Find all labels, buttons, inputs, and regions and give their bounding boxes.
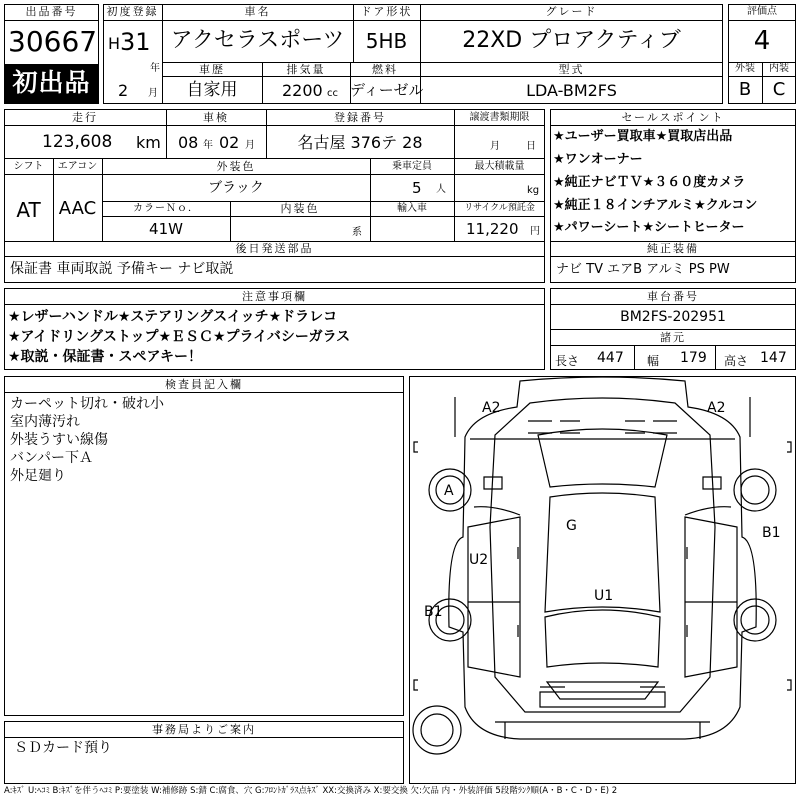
inspection-month-unit: 月 — [245, 140, 255, 151]
length-label: 長さ — [555, 354, 580, 368]
equipment-label: 純正装備 — [647, 242, 699, 255]
damage-mark-b1-right: B1 — [762, 525, 781, 541]
car-name-value: アクセラスポーツ — [170, 28, 345, 53]
height-label: 高さ — [724, 354, 749, 368]
inspection-year-unit: 年 — [203, 140, 213, 151]
selling-points-label: セールスポイント — [621, 111, 725, 124]
exterior-score-label: 外装 — [735, 63, 755, 74]
mileage-label: 走行 — [72, 111, 98, 124]
car-diagram — [409, 376, 796, 784]
color-no-value: 41W — [149, 220, 183, 238]
transfer-month-unit: 月 — [490, 141, 500, 152]
height-value: 147 — [760, 350, 787, 366]
registration-year-unit: 年 — [150, 63, 160, 74]
interior-color-label: 内装色 — [280, 202, 320, 215]
max-load-unit: kg — [527, 185, 540, 196]
interior-color-unit: 系 — [352, 227, 362, 238]
mileage-unit: km — [136, 133, 161, 152]
chassis-label: 車台番号 — [647, 290, 699, 303]
damage-mark-g: G — [566, 518, 577, 534]
model-label: 型式 — [558, 63, 585, 76]
recycle-unit: 円 — [530, 226, 540, 237]
inspector-line-5: 外足廻り — [10, 468, 66, 484]
damage-mark-b1-left: B1 — [424, 604, 443, 620]
interior-score-label: 内装 — [769, 63, 789, 74]
registration-year: 31 — [120, 28, 151, 56]
inspection-year: 08 — [178, 133, 199, 152]
history-value: 自家用 — [186, 80, 238, 100]
damage-mark-a: A — [444, 483, 454, 499]
length-value: 447 — [597, 350, 624, 366]
width-value: 179 — [680, 350, 707, 366]
damage-mark-a2-left: A2 — [482, 400, 501, 416]
registration-month-unit: 月 — [148, 88, 158, 99]
displacement-label: 排気量 — [286, 63, 326, 76]
selling-point-4: ★純正１８インチアルミ★クルコン — [553, 198, 758, 213]
exterior-color-label: 外装色 — [216, 160, 256, 173]
legend: A:ｷｽﾞ U:ﾍｺﾐ B:ｷｽﾞを伴うﾍｺﾐ P:要塗装 W:補修跡 S:錆 C:腐食、穴 G:ﾌﾛﾝﾄｶﾞﾗｽ点ｷｽﾞ XX:交換済み X:要交換 欠:欠品 内・外装評価 5段階ﾗﾝｸ順(A・B・C・D・E) 2 — [4, 786, 618, 796]
aircon-label: エアコン — [57, 161, 98, 172]
displacement-unit: cc — [327, 88, 338, 99]
capacity-unit: 人 — [436, 184, 446, 195]
notes-line-3: ★取説・保証書・スペアキー！ — [8, 349, 202, 365]
max-load-label: 最大積載量 — [474, 161, 525, 172]
equipment-value: ナビ TV エアB アルミ PS PW — [556, 262, 730, 277]
lot-label: 出品番号 — [25, 5, 78, 18]
plate-value: 名古屋 376テ 28 — [297, 133, 423, 152]
later-parts-value: 保証書 車両取説 予備キー ナビ取説 — [10, 261, 234, 277]
damage-mark-u1: U1 — [594, 588, 614, 604]
notes-label: 注意事項欄 — [242, 290, 307, 303]
later-parts-label: 後日発送部品 — [235, 242, 314, 255]
grade-label: グレード — [545, 5, 598, 18]
dimensions-label: 諸元 — [660, 331, 686, 344]
shift-label: シフト — [13, 161, 44, 172]
exterior-score-value: B — [738, 79, 752, 100]
door-label: ドア形状 — [360, 5, 413, 18]
inspector-line-2: 室内薄汚れ — [10, 414, 80, 430]
inspector-label: 検査員記入欄 — [165, 378, 243, 391]
office-value: ＳＤカード預り — [14, 740, 112, 756]
inspector-line-1: カーペット切れ・破れ小 — [10, 396, 164, 412]
first-listing-label: 初出品 — [12, 68, 91, 97]
damage-mark-a2-right: A2 — [707, 400, 726, 416]
lot-number: 30667 — [8, 25, 98, 58]
selling-point-1: ★ユーザー買取車★買取店出品 — [553, 129, 733, 144]
registration-month: 2 — [118, 81, 129, 100]
transfer-day-unit: 日 — [526, 141, 536, 152]
chassis-value: BM2FS-202951 — [620, 309, 726, 325]
inspection-month: 02 — [219, 133, 240, 152]
capacity-value: 5 — [412, 179, 422, 197]
model-value: LDA-BM2FS — [526, 81, 617, 100]
shift-value: AT — [16, 198, 41, 222]
displacement-value: 2200 — [282, 81, 323, 100]
car-diagram-svg — [410, 377, 795, 783]
car-name-label: 車名 — [244, 5, 271, 18]
inspector-line-3: 外装うすい線傷 — [10, 432, 108, 448]
selling-point-5: ★パワーシート★シートヒーター — [553, 220, 745, 235]
mileage-value: 123,608 — [42, 132, 113, 152]
registration-label: 初度登録 — [106, 5, 159, 18]
aircon-value: AAC — [58, 198, 97, 219]
selling-point-2: ★ワンオーナー — [553, 152, 643, 167]
capacity-label: 乗車定員 — [392, 161, 432, 172]
exterior-color-value: ブラック — [208, 180, 264, 196]
score-value: 4 — [753, 26, 771, 56]
recycle-value: 11,220 — [466, 220, 519, 238]
office-label: 事務局よりご案内 — [152, 723, 256, 736]
score-label: 評価点 — [747, 6, 777, 17]
history-label: 車歴 — [199, 63, 225, 76]
registration-era: H — [108, 34, 121, 53]
fuel-value: ディーゼル — [350, 81, 424, 99]
selling-point-3: ★純正ナビＴＶ★３６０度カメラ — [553, 175, 746, 190]
color-no-label: カラーＮｏ． — [133, 203, 199, 214]
notes-line-1: ★レザーハンドル★ステアリングスイッチ★ドラレコ — [8, 309, 338, 325]
import-label: 輸入車 — [397, 203, 427, 214]
interior-score-value: C — [772, 79, 786, 100]
door-value: 5HB — [365, 29, 408, 53]
inspection-label: 車検 — [203, 111, 229, 124]
damage-mark-u2: U2 — [469, 552, 489, 568]
notes-line-2: ★アイドリングストップ★ＥＳＣ★プライバシーガラス — [8, 329, 351, 345]
transfer-deadline-label: 譲渡書類期限 — [469, 112, 530, 123]
plate-label: 登録番号 — [334, 111, 386, 124]
fuel-label: 燃料 — [372, 63, 398, 76]
grade-value: 22XD プロアクティブ — [462, 28, 681, 53]
recycle-label: リサイクル預託金 — [464, 203, 535, 213]
inspector-line-4: バンパー下Ａ — [10, 450, 94, 466]
width-label: 幅 — [647, 354, 660, 368]
